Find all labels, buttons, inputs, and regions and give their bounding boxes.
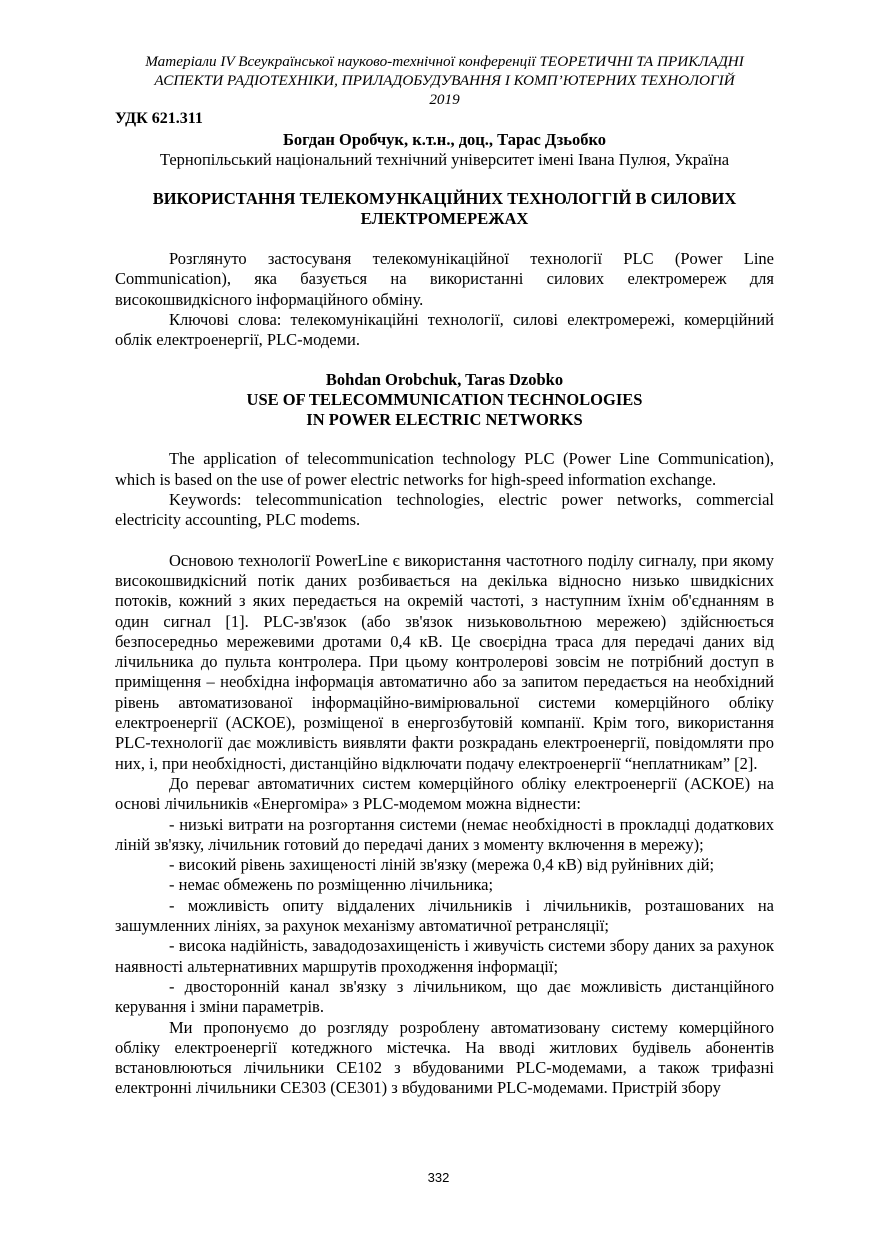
- list-item: - немає обмежень по розміщенню лічильника;: [169, 875, 494, 895]
- body-paragraph: Ми пропонуємо до розгляду розроблену автоматизовану систему комерційного обліку електроенергії котеджного містечка. На вводі житлових будівель абонентів встановлюються лічильники CE102 з вбудованими PLC-модемами, а також трифазні електронні лічильники CE303 (CE301) з вбудованими PLC-модемами. Пристрій збору: [115, 1017, 774, 1098]
- ua-affiliation: Тернопільський національний технічний університет імені Івана Пулюя, Україна: [159, 150, 730, 169]
- list-item: - двосторонній канал зв'язку з лічильником, що дає можливість дистанційного керування і зміни параметрів.: [115, 976, 774, 1017]
- conference-year: 2019: [429, 91, 460, 108]
- ua-title-line: ЕЛЕКТРОМЕРЕЖАХ: [360, 209, 529, 228]
- list-item: - висока надійність, завадодозахищеність і живучість системи збору даних за рахунок наявності альтернативних маршрутів проходження інформації;: [115, 936, 774, 976]
- conference-header-line: Матеріали IV Всеукраїнської науково-технічної конференції ТЕОРЕТИЧНІ ТА ПРИКЛАДНІ: [145, 53, 744, 70]
- ua-title-line: ВИКОРИСТАННЯ ТЕЛЕКОМУНКАЦІЙНИХ ТЕХНОЛОГГІЙ В СИЛОВИХ: [152, 189, 737, 208]
- page-number: 332: [427, 1170, 450, 1185]
- en-abstract: The application of telecommunication technology PLC (Power Line Communication), which is based on the use of power electric networks for high-speed information exchange.: [115, 449, 774, 489]
- en-authors: Bohdan Orobchuk, Taras Dzobko: [325, 370, 564, 390]
- en-title-line: USE OF TELECOMMUNICATION TECHNOLOGIES: [246, 390, 643, 410]
- en-title-line: IN POWER ELECTRIC NETWORKS: [306, 410, 583, 430]
- conference-header-line: АСПЕКТИ РАДІОТЕХНІКИ, ПРИЛАДОБУДУВАННЯ І КОМП’ЮТЕРНИХ ТЕХНОЛОГІЙ: [154, 72, 735, 89]
- list-item: - низькі витрати на розгортання системи (немає необхідності в прокладці додаткових ліній зв'язку, лічильник готовий до передачі даних з моменту включення в мережу);: [115, 814, 774, 854]
- ua-abstract: Розглянуто застосуваня телекомунікаційної технології PLC (Power Line Communication), яка базується на використанні силових електромереж для високошвидкісного інформаційного обміну.: [115, 249, 774, 309]
- ua-keywords: Ключові слова: телекомунікаційні технології, силові електромережі, комерційний облік електроенергії, PLC-модеми.: [115, 309, 774, 350]
- en-keywords: Keywords: telecommunication technologies, electric power networks, commercial electricity accounting, PLC modems.: [115, 490, 774, 530]
- body-paragraph: До переваг автоматичних систем комерційного обліку електроенергії (АСКОЕ) на основі лічильників «Енергоміра» з PLC-модемом можна віднести:: [115, 773, 774, 814]
- ua-authors: Богдан Оробчук, к.т.н., доц., Тарас Дзьобко: [282, 130, 607, 149]
- list-item: - високий рівень захищеності ліній зв'язку (мережа 0,4 кВ) від руйнівних дій;: [169, 855, 715, 875]
- list-item: - можливість опиту віддалених лічильників і лічильників, розташованих на зашумленних лініях, за рахунок механізму автоматичної ретрансляції;: [115, 895, 774, 936]
- udk-code: УДК 621.311: [115, 110, 203, 127]
- body-paragraph: Основою технології PowerLine є використання частотного поділу сигналу, при якому високошвидкісний потік даних розбивається на декілька відносно низько швидкісних потоків, кожний з яких передається на окремій частоті, з наступним їхнім об'єднанням в один сигнал [1]. PLC-зв'язок (або зв'язок низьковольтною мережею) здійснюється безпосередньо мережевими дротами 0,4 кВ. Це своєрідна траса для передачі даних від лічильника до пульта контролера. При цьому контролерові зовсім не потрібний доступ в приміщення – необхідна інформація автоматично або за запитом передається на необхідний рівень автоматизованої інформаційно-вимірювальної системи комерційного обліку електроенергії (АСКОЕ), розміщеної в енергозбутовій компанії. Крім того, використання PLC-технології дає можливість виявляти факти розкрадань електроенергії, повідомляти про них, і, при необхідності, дистанційно відключати подачу електроенергії “неплатникам” [2].: [115, 550, 774, 773]
- document-page: [115, 52, 774, 1099]
